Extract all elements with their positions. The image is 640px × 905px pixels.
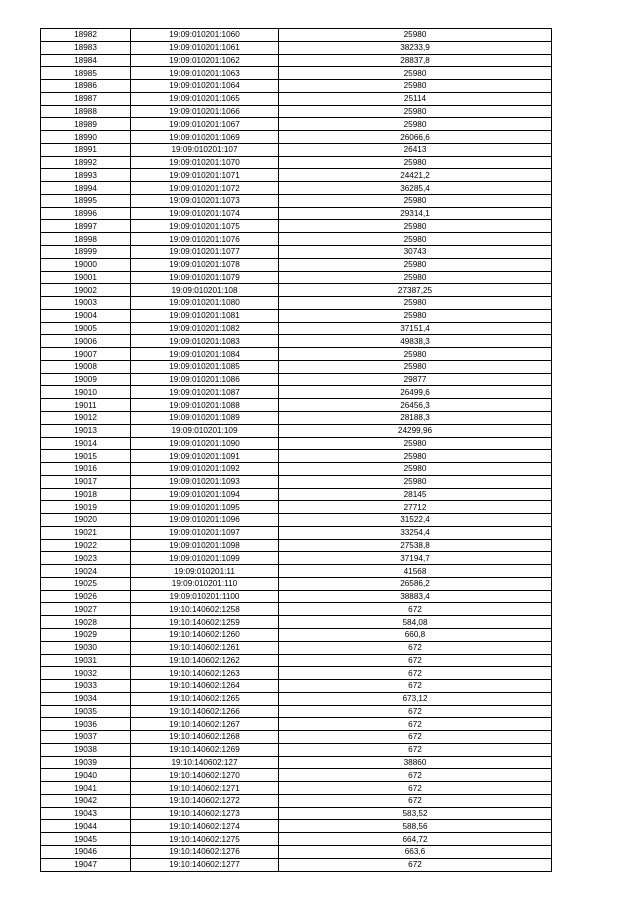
table-row (41, 131, 552, 144)
row-number-cell: 19015 (41, 450, 131, 463)
value-cell: 672 (279, 794, 552, 807)
value-cell: 664,72 (279, 833, 552, 846)
table-row (41, 820, 552, 833)
cadastral-number-cell: 19:09:010201:1093 (131, 475, 279, 488)
cadastral-number-cell: 19:09:010201:1097 (131, 526, 279, 539)
row-number-cell: 19034 (41, 692, 131, 705)
row-number-cell: 19005 (41, 322, 131, 335)
cadastral-number-cell: 19:09:010201:1094 (131, 488, 279, 501)
value-cell: 38883,4 (279, 590, 552, 603)
table-row (41, 207, 552, 220)
value-cell: 25980 (279, 258, 552, 271)
cadastral-number-cell: 19:10:140602:1275 (131, 833, 279, 846)
cadastral-number-cell: 19:09:010201:1078 (131, 258, 279, 271)
table-row (41, 105, 552, 118)
value-cell: 588,56 (279, 820, 552, 833)
cadastral-number-cell: 19:09:010201:1090 (131, 437, 279, 450)
cadastral-number-cell: 19:09:010201:1082 (131, 322, 279, 335)
value-cell: 37194,7 (279, 552, 552, 565)
table-row (41, 29, 552, 42)
table-row (41, 769, 552, 782)
table-row (41, 284, 552, 297)
value-cell: 672 (279, 858, 552, 871)
cadastral-number-cell: 19:10:140602:1264 (131, 680, 279, 693)
row-number-cell: 19036 (41, 718, 131, 731)
row-number-cell: 19027 (41, 603, 131, 616)
cadastral-value-table (40, 28, 552, 872)
row-number-cell: 18988 (41, 105, 131, 118)
cadastral-number-cell: 19:09:010201:1096 (131, 514, 279, 527)
table-row (41, 475, 552, 488)
value-cell: 672 (279, 705, 552, 718)
cadastral-number-cell: 19:09:010201:1073 (131, 194, 279, 207)
row-number-cell: 19028 (41, 616, 131, 629)
table-row (41, 143, 552, 156)
table-row (41, 577, 552, 590)
row-number-cell: 19001 (41, 271, 131, 284)
cadastral-number-cell: 19:09:010201:1087 (131, 386, 279, 399)
table-row (41, 373, 552, 386)
row-number-cell: 18987 (41, 92, 131, 105)
value-cell: 26456,3 (279, 399, 552, 412)
value-cell: 25980 (279, 194, 552, 207)
cadastral-number-cell: 19:09:010201:1075 (131, 220, 279, 233)
row-number-cell: 19045 (41, 833, 131, 846)
row-number-cell: 18983 (41, 41, 131, 54)
row-number-cell: 18997 (41, 220, 131, 233)
table-row (41, 833, 552, 846)
table-row (41, 514, 552, 527)
cadastral-number-cell: 19:09:010201:1080 (131, 297, 279, 310)
table-row (41, 846, 552, 859)
value-cell: 38860 (279, 756, 552, 769)
row-number-cell: 19007 (41, 348, 131, 361)
value-cell: 33254,4 (279, 526, 552, 539)
table-row (41, 437, 552, 450)
value-cell: 26413 (279, 143, 552, 156)
value-cell: 25980 (279, 29, 552, 42)
row-number-cell: 19008 (41, 360, 131, 373)
value-cell: 29314,1 (279, 207, 552, 220)
value-cell: 25980 (279, 271, 552, 284)
cadastral-number-cell: 19:09:010201:1079 (131, 271, 279, 284)
row-number-cell: 18990 (41, 131, 131, 144)
table-row (41, 118, 552, 131)
table-row (41, 271, 552, 284)
row-number-cell: 19044 (41, 820, 131, 833)
table-row (41, 794, 552, 807)
cadastral-number-cell: 19:09:010201:1070 (131, 156, 279, 169)
row-number-cell: 19010 (41, 386, 131, 399)
table-row (41, 858, 552, 871)
value-cell: 27387,25 (279, 284, 552, 297)
value-cell: 26066,6 (279, 131, 552, 144)
cadastral-number-cell: 19:09:010201:1089 (131, 411, 279, 424)
cadastral-number-cell: 19:10:140602:1259 (131, 616, 279, 629)
table-row (41, 386, 552, 399)
table-row (41, 424, 552, 437)
table-row (41, 360, 552, 373)
table-row (41, 616, 552, 629)
cadastral-number-cell: 19:10:140602:1258 (131, 603, 279, 616)
value-cell: 24299,96 (279, 424, 552, 437)
cadastral-number-cell: 19:09:010201:1072 (131, 182, 279, 195)
value-cell: 672 (279, 603, 552, 616)
value-cell: 37151,4 (279, 322, 552, 335)
row-number-cell: 19043 (41, 807, 131, 820)
cadastral-number-cell: 19:09:010201:1095 (131, 501, 279, 514)
value-cell: 25980 (279, 220, 552, 233)
cadastral-number-cell: 19:09:010201:1065 (131, 92, 279, 105)
cadastral-number-cell: 19:09:010201:1061 (131, 41, 279, 54)
value-cell: 672 (279, 782, 552, 795)
row-number-cell: 18993 (41, 169, 131, 182)
row-number-cell: 18982 (41, 29, 131, 42)
cadastral-number-cell: 19:09:010201:109 (131, 424, 279, 437)
row-number-cell: 18991 (41, 143, 131, 156)
cadastral-number-cell: 19:09:010201:1084 (131, 348, 279, 361)
cadastral-number-cell: 19:09:010201:1063 (131, 67, 279, 80)
cadastral-number-cell: 19:09:010201:1098 (131, 539, 279, 552)
value-cell: 25980 (279, 67, 552, 80)
cadastral-number-cell: 19:10:140602:1277 (131, 858, 279, 871)
value-cell: 672 (279, 680, 552, 693)
row-number-cell: 19014 (41, 437, 131, 450)
value-cell: 41568 (279, 565, 552, 578)
row-number-cell: 19046 (41, 846, 131, 859)
table-row (41, 411, 552, 424)
table-row (41, 309, 552, 322)
table-row (41, 348, 552, 361)
table-row (41, 603, 552, 616)
table-row (41, 718, 552, 731)
value-cell: 38233,9 (279, 41, 552, 54)
table-row (41, 667, 552, 680)
value-cell: 25114 (279, 92, 552, 105)
cadastral-number-cell: 19:10:140602:1273 (131, 807, 279, 820)
table-row (41, 807, 552, 820)
value-cell: 672 (279, 769, 552, 782)
table-row (41, 322, 552, 335)
table-row (41, 782, 552, 795)
cadastral-number-cell: 19:10:140602:1266 (131, 705, 279, 718)
value-cell: 672 (279, 667, 552, 680)
table-row (41, 463, 552, 476)
cadastral-number-cell: 19:10:140602:1270 (131, 769, 279, 782)
table-row (41, 450, 552, 463)
row-number-cell: 19019 (41, 501, 131, 514)
row-number-cell: 19039 (41, 756, 131, 769)
cadastral-number-cell: 19:09:010201:1069 (131, 131, 279, 144)
value-cell: 583,52 (279, 807, 552, 820)
row-number-cell: 19038 (41, 743, 131, 756)
table-row (41, 182, 552, 195)
value-cell: 25980 (279, 437, 552, 450)
row-number-cell: 19000 (41, 258, 131, 271)
row-number-cell: 19041 (41, 782, 131, 795)
value-cell: 25980 (279, 105, 552, 118)
row-number-cell: 18995 (41, 194, 131, 207)
table-row (41, 92, 552, 105)
cadastral-number-cell: 19:10:140602:1276 (131, 846, 279, 859)
cadastral-number-cell: 19:09:010201:1092 (131, 463, 279, 476)
cadastral-number-cell: 19:10:140602:1261 (131, 641, 279, 654)
value-cell: 28145 (279, 488, 552, 501)
cadastral-number-cell: 19:10:140602:1268 (131, 731, 279, 744)
value-cell: 24421,2 (279, 169, 552, 182)
cadastral-number-cell: 19:09:010201:1085 (131, 360, 279, 373)
table-row (41, 692, 552, 705)
value-cell: 672 (279, 718, 552, 731)
row-number-cell: 18989 (41, 118, 131, 131)
value-cell: 25980 (279, 80, 552, 93)
cadastral-number-cell: 19:09:010201:108 (131, 284, 279, 297)
value-cell: 25980 (279, 475, 552, 488)
cadastral-number-cell: 19:10:140602:1269 (131, 743, 279, 756)
value-cell: 30743 (279, 246, 552, 259)
cadastral-number-cell: 19:10:140602:1265 (131, 692, 279, 705)
row-number-cell: 18992 (41, 156, 131, 169)
value-cell: 25980 (279, 360, 552, 373)
row-number-cell: 19004 (41, 309, 131, 322)
row-number-cell: 19006 (41, 335, 131, 348)
table-body (41, 29, 552, 872)
cadastral-number-cell: 19:09:010201:1066 (131, 105, 279, 118)
cadastral-number-cell: 19:09:010201:1088 (131, 399, 279, 412)
cadastral-number-cell: 19:10:140602:1274 (131, 820, 279, 833)
row-number-cell: 18999 (41, 246, 131, 259)
row-number-cell: 19022 (41, 539, 131, 552)
cadastral-number-cell: 19:09:010201:1099 (131, 552, 279, 565)
value-cell: 672 (279, 743, 552, 756)
table-row (41, 233, 552, 246)
table-row (41, 54, 552, 67)
row-number-cell: 19009 (41, 373, 131, 386)
table-row (41, 297, 552, 310)
row-number-cell: 19025 (41, 577, 131, 590)
value-cell: 28837,8 (279, 54, 552, 67)
cadastral-number-cell: 19:10:140602:1263 (131, 667, 279, 680)
cadastral-number-cell: 19:10:140602:1260 (131, 628, 279, 641)
table-row (41, 258, 552, 271)
value-cell: 660,8 (279, 628, 552, 641)
table-row (41, 552, 552, 565)
row-number-cell: 19016 (41, 463, 131, 476)
row-number-cell: 19012 (41, 411, 131, 424)
cadastral-number-cell: 19:09:010201:1060 (131, 29, 279, 42)
cadastral-number-cell: 19:09:010201:1081 (131, 309, 279, 322)
cadastral-number-cell: 19:09:010201:1074 (131, 207, 279, 220)
table-row (41, 731, 552, 744)
row-number-cell: 19020 (41, 514, 131, 527)
table-row (41, 565, 552, 578)
value-cell: 31522,4 (279, 514, 552, 527)
value-cell: 25980 (279, 297, 552, 310)
row-number-cell: 19003 (41, 297, 131, 310)
value-cell: 672 (279, 641, 552, 654)
row-number-cell: 19023 (41, 552, 131, 565)
cadastral-number-cell: 19:09:010201:110 (131, 577, 279, 590)
value-cell: 29877 (279, 373, 552, 386)
row-number-cell: 19002 (41, 284, 131, 297)
row-number-cell: 19035 (41, 705, 131, 718)
table-row (41, 590, 552, 603)
value-cell: 25980 (279, 348, 552, 361)
table-row (41, 539, 552, 552)
value-cell: 25980 (279, 233, 552, 246)
row-number-cell: 19030 (41, 641, 131, 654)
row-number-cell: 18985 (41, 67, 131, 80)
value-cell: 25980 (279, 309, 552, 322)
row-number-cell: 19024 (41, 565, 131, 578)
cadastral-number-cell: 19:10:140602:1267 (131, 718, 279, 731)
row-number-cell: 19026 (41, 590, 131, 603)
cadastral-number-cell: 19:10:140602:1262 (131, 654, 279, 667)
row-number-cell: 19032 (41, 667, 131, 680)
row-number-cell: 19011 (41, 399, 131, 412)
row-number-cell: 19033 (41, 680, 131, 693)
table-row (41, 220, 552, 233)
value-cell: 25980 (279, 156, 552, 169)
value-cell: 673,12 (279, 692, 552, 705)
table-row (41, 488, 552, 501)
row-number-cell: 18984 (41, 54, 131, 67)
table-row (41, 80, 552, 93)
cadastral-number-cell: 19:09:010201:1067 (131, 118, 279, 131)
cadastral-number-cell: 19:09:010201:1100 (131, 590, 279, 603)
value-cell: 672 (279, 731, 552, 744)
row-number-cell: 18994 (41, 182, 131, 195)
row-number-cell: 19040 (41, 769, 131, 782)
row-number-cell: 19047 (41, 858, 131, 871)
value-cell: 25980 (279, 450, 552, 463)
table-row (41, 526, 552, 539)
cadastral-number-cell: 19:09:010201:1071 (131, 169, 279, 182)
value-cell: 27538,8 (279, 539, 552, 552)
value-cell: 672 (279, 654, 552, 667)
table-row (41, 156, 552, 169)
table-row (41, 246, 552, 259)
cadastral-number-cell: 19:09:010201:1076 (131, 233, 279, 246)
row-number-cell: 19017 (41, 475, 131, 488)
table-row (41, 67, 552, 80)
row-number-cell: 18986 (41, 80, 131, 93)
cadastral-number-cell: 19:09:010201:1086 (131, 373, 279, 386)
cadastral-number-cell: 19:10:140602:1271 (131, 782, 279, 795)
cadastral-number-cell: 19:10:140602:1272 (131, 794, 279, 807)
cadastral-number-cell: 19:09:010201:1083 (131, 335, 279, 348)
cadastral-number-cell: 19:09:010201:11 (131, 565, 279, 578)
value-cell: 26499,6 (279, 386, 552, 399)
cadastral-number-cell: 19:09:010201:1062 (131, 54, 279, 67)
row-number-cell: 19013 (41, 424, 131, 437)
value-cell: 25980 (279, 463, 552, 476)
table-row (41, 680, 552, 693)
cadastral-number-cell: 19:09:010201:107 (131, 143, 279, 156)
table-row (41, 41, 552, 54)
cadastral-number-cell: 19:09:010201:1064 (131, 80, 279, 93)
table-row (41, 399, 552, 412)
value-cell: 36285,4 (279, 182, 552, 195)
row-number-cell: 19021 (41, 526, 131, 539)
table-row (41, 194, 552, 207)
table-row (41, 654, 552, 667)
table-row (41, 743, 552, 756)
row-number-cell: 19042 (41, 794, 131, 807)
value-cell: 26586,2 (279, 577, 552, 590)
table-row (41, 501, 552, 514)
table-row (41, 335, 552, 348)
cadastral-number-cell: 19:09:010201:1077 (131, 246, 279, 259)
row-number-cell: 19029 (41, 628, 131, 641)
cadastral-number-cell: 19:09:010201:1091 (131, 450, 279, 463)
row-number-cell: 19037 (41, 731, 131, 744)
row-number-cell: 19018 (41, 488, 131, 501)
value-cell: 584,08 (279, 616, 552, 629)
row-number-cell: 18996 (41, 207, 131, 220)
table-row (41, 641, 552, 654)
table-row (41, 169, 552, 182)
value-cell: 663,6 (279, 846, 552, 859)
value-cell: 28188,3 (279, 411, 552, 424)
row-number-cell: 19031 (41, 654, 131, 667)
table-row (41, 756, 552, 769)
cadastral-number-cell: 19:10:140602:127 (131, 756, 279, 769)
value-cell: 25980 (279, 118, 552, 131)
value-cell: 49838,3 (279, 335, 552, 348)
table-row (41, 628, 552, 641)
row-number-cell: 18998 (41, 233, 131, 246)
value-cell: 27712 (279, 501, 552, 514)
table-row (41, 705, 552, 718)
